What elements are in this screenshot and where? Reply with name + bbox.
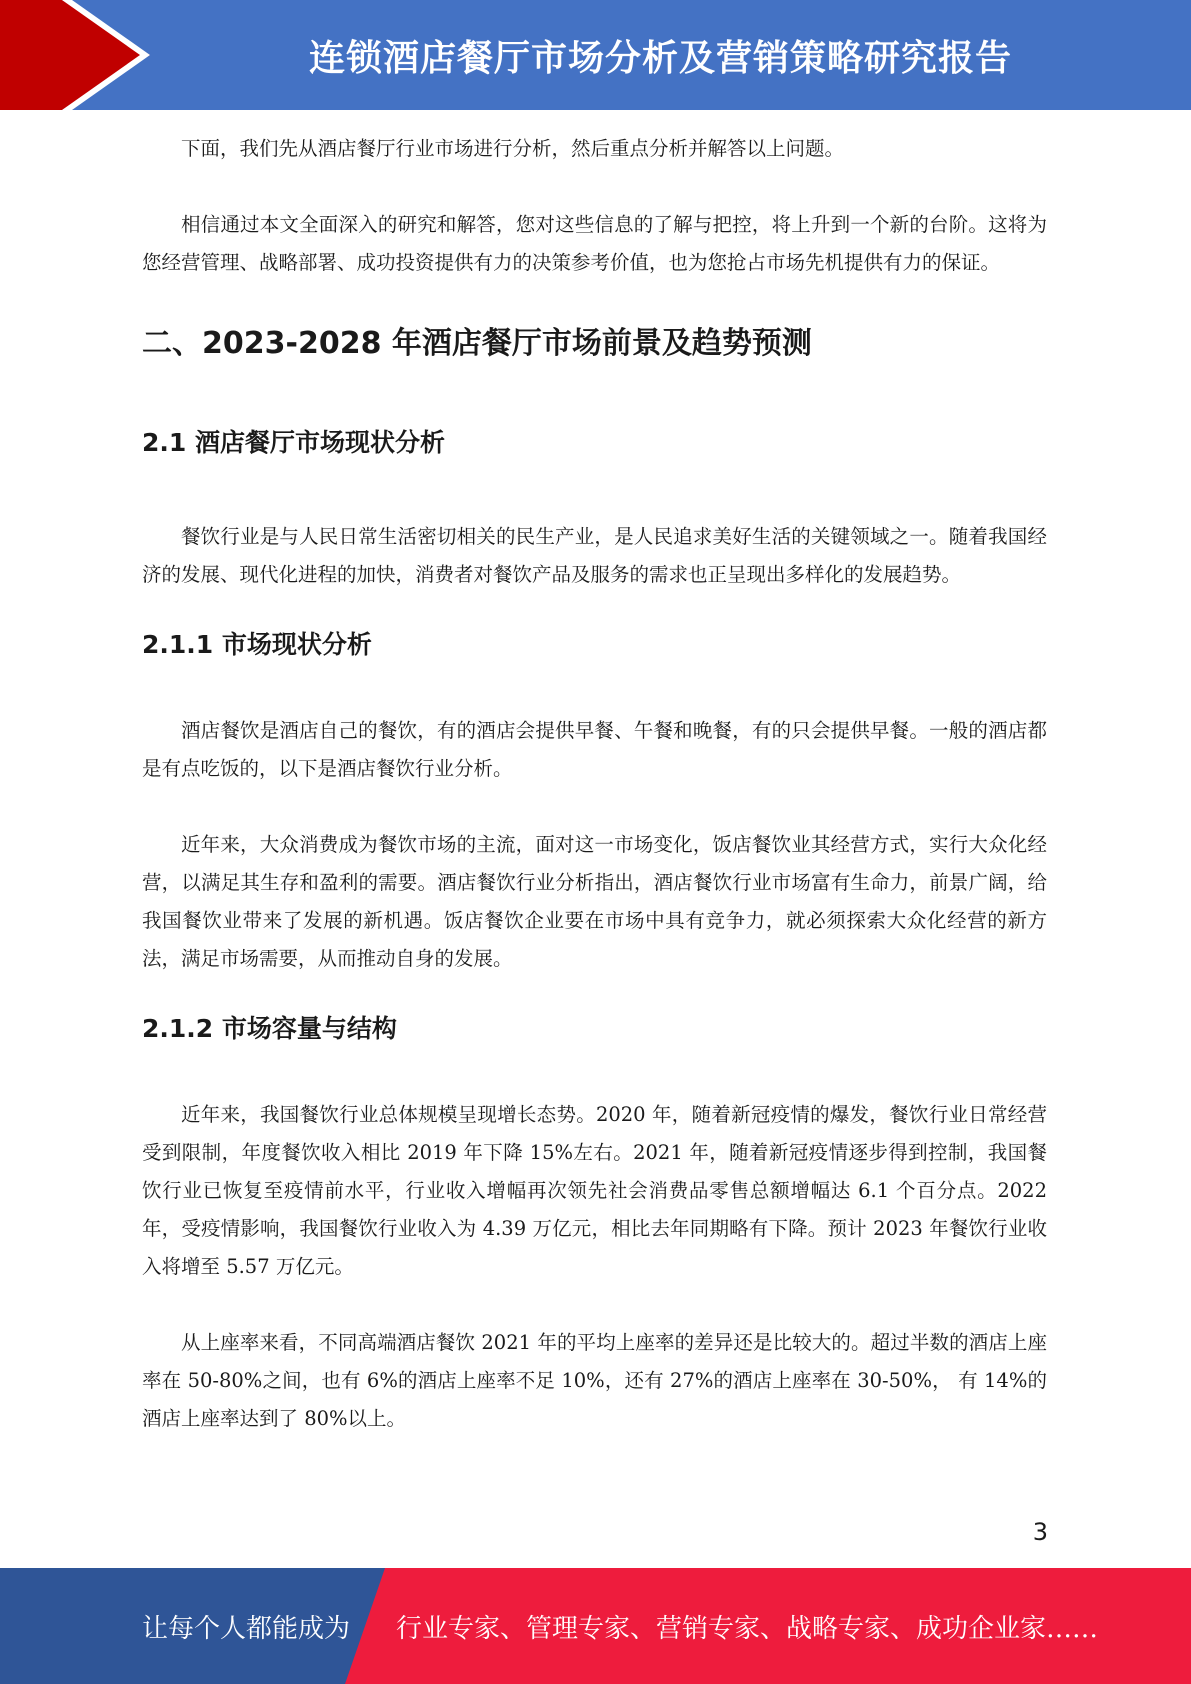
paragraph-hotel-dining: 酒店餐饮是酒店自己的餐饮，有的酒店会提供早餐、午餐和晚餐，有的只会提供早餐。一般的酒店都是有点吃饭的，以下是酒店餐饮行业分析。: [142, 719, 1047, 780]
section-heading-2: 二、2023-2028 年酒店餐厅市场前景及趋势预测: [142, 326, 812, 361]
paragraph-belief: 相信通过本文全面深入的研究和解答，您对这些信息的了解与把控，将上升到一个新的台阶。这将为您经营管理、战略部署、成功投资提供有力的决策参考价值，也为您抢占市场先机提供有力的保证。: [142, 213, 1047, 274]
paragraph-intro: 下面，我们先从酒店餐厅行业市场进行分析，然后重点分析并解答以上问题。: [181, 137, 845, 160]
report-title: 连锁酒店餐厅市场分析及营销策略研究报告: [308, 37, 1012, 79]
footer-slogan-left: 让每个人都能成为: [142, 1613, 351, 1644]
page-footer: [0, 1568, 1191, 1684]
subsection-heading-2-1: 2.1 酒店餐厅市场现状分析: [142, 428, 445, 457]
page-content: [142, 130, 1047, 1438]
page-number: 3: [1032, 1518, 1048, 1546]
subsection-heading-2-1-1: 2.1.1 市场现状分析: [142, 630, 372, 659]
footer-slogan-right: 行业专家、管理专家、营销专家、战略专家、成功企业家……: [396, 1613, 1099, 1644]
red-chevron-icon: [0, 0, 160, 110]
paragraph-catering-industry: 餐饮行业是与人民日常生活密切相关的民生产业，是人民追求美好生活的关键领域之一。随着我国经济的发展、现代化进程的加快，消费者对餐饮产品及服务的需求也正呈现出多样化的发展趋势。: [142, 525, 1047, 586]
page-header: [0, 0, 1191, 110]
paragraph-market-scale: 近年来，我国餐饮行业总体规模呈现增长态势。2020 年，随着新冠疫情的爆发，餐饮行业日常经营受到限制，年度餐饮收入相比 2019 年下降 15%左右。2021 年，随着新冠疫情逐步得到控制，我国餐饮行业已恢复至疫情前水平，行业收入增幅再次领先社会消费品零售总额增幅达 6.1 个百分点。2022 年，受疫情影响，我国餐饮行业收入为 4.39 万亿元，相比去年同期略有下降。预计 2023 年餐饮行业收入将增至 5.57 万亿元。: [142, 1103, 1047, 1278]
subsection-heading-2-1-2: 2.1.2 市场容量与结构: [142, 1014, 397, 1043]
paragraph-mass-consumption: 近年来，大众消费成为餐饮市场的主流，面对这一市场变化，饭店餐饮业其经营方式，实行大众化经营，以满足其生存和盈利的需要。酒店餐饮行业分析指出，酒店餐饮行业市场富有生命力，前景广阔，给我国餐饮业带来了发展的新机遇。饭店餐饮企业要在市场中具有竞争力，就必须探索大众化经营的新方法，满足市场需要，从而推动自身的发展。: [142, 833, 1047, 970]
paragraph-occupancy-rate: 从上座率来看，不同高端酒店餐饮 2021 年的平均上座率的差异还是比较大的。超过半数的酒店上座率在 50-80%之间，也有 6%的酒店上座率不足 10%，还有 27%的酒店上座率在 30-50%， 有 14%的酒店上座率达到了 80%以上。: [142, 1331, 1047, 1430]
